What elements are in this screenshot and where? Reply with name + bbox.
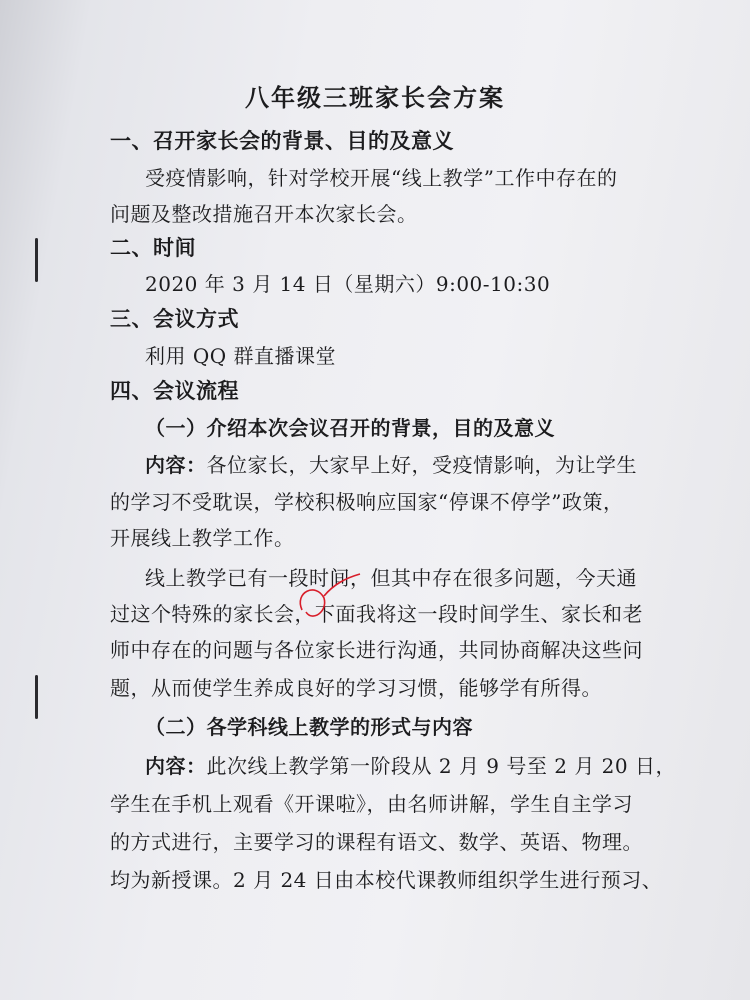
paragraph-line: 学生在手机上观看《开课啦》，由名师讲解，学生自主学习 bbox=[110, 792, 633, 816]
section-heading-method: 三、会议方式 bbox=[110, 307, 239, 331]
paragraph-line: 师中存在的问题与各位家长进行沟通，共同协商解决这些问 bbox=[110, 638, 643, 662]
paragraph-line: 过这个特殊的家长会，下面我将这一段时间学生、家长和老 bbox=[110, 602, 643, 626]
section-heading-time: 二、时间 bbox=[110, 236, 196, 260]
paragraph-line: 题，从而使学生养成良好的学习习惯，能够学有所得。 bbox=[110, 676, 602, 700]
paragraph-line: 问题及整改措施召开本次家长会。 bbox=[110, 202, 418, 226]
paragraph-text: 此次线上教学第一阶段从 2 月 9 号至 2 月 20 日， bbox=[206, 754, 676, 778]
document-title: 八年级三班家长会方案 bbox=[245, 84, 505, 112]
paragraph-line: 的方式进行，主要学习的课程有语文、数学、英语、物理。 bbox=[110, 830, 643, 854]
paragraph-line: 的学习不受耽误，学校积极响应国家“停课不停学”政策， bbox=[110, 490, 624, 514]
binding-mark-top bbox=[35, 238, 38, 282]
subsection-heading-subjects: （二）各学科线上教学的形式与内容 bbox=[145, 715, 473, 739]
paragraph-line: 开展线上教学工作。 bbox=[110, 526, 295, 550]
content-label: 内容： bbox=[145, 754, 207, 778]
section-heading-process: 四、会议流程 bbox=[110, 379, 239, 403]
subsection-heading-intro: （一）介绍本次会议召开的背景，目的及意义 bbox=[145, 416, 555, 440]
paragraph-line: 受疫情影响，针对学校开展“线上教学”工作中存在的 bbox=[145, 166, 618, 190]
paragraph-line: 均为新授课。2 月 24 日由本校代课教师组织学生进行预习、 bbox=[110, 868, 663, 892]
paragraph-text: 各位家长，大家早上好，受疫情影响，为让学生 bbox=[206, 453, 637, 477]
section-heading-background: 一、召开家长会的背景、目的及意义 bbox=[110, 129, 454, 153]
paragraph-line bbox=[145, 750, 676, 779]
content-label: 内容： bbox=[145, 453, 207, 477]
paragraph-line: 利用 QQ 群直播课堂 bbox=[145, 344, 337, 368]
paragraph-line: 2020 年 3 月 14 日（星期六）9:00-10:30 bbox=[145, 272, 551, 296]
paragraph-line bbox=[145, 449, 637, 478]
paragraph-line: 线上教学已有一段时间，但其中存在很多问题，今天通 bbox=[145, 566, 637, 590]
red-pen-annotation bbox=[294, 568, 366, 628]
binding-mark-bottom bbox=[35, 675, 38, 719]
